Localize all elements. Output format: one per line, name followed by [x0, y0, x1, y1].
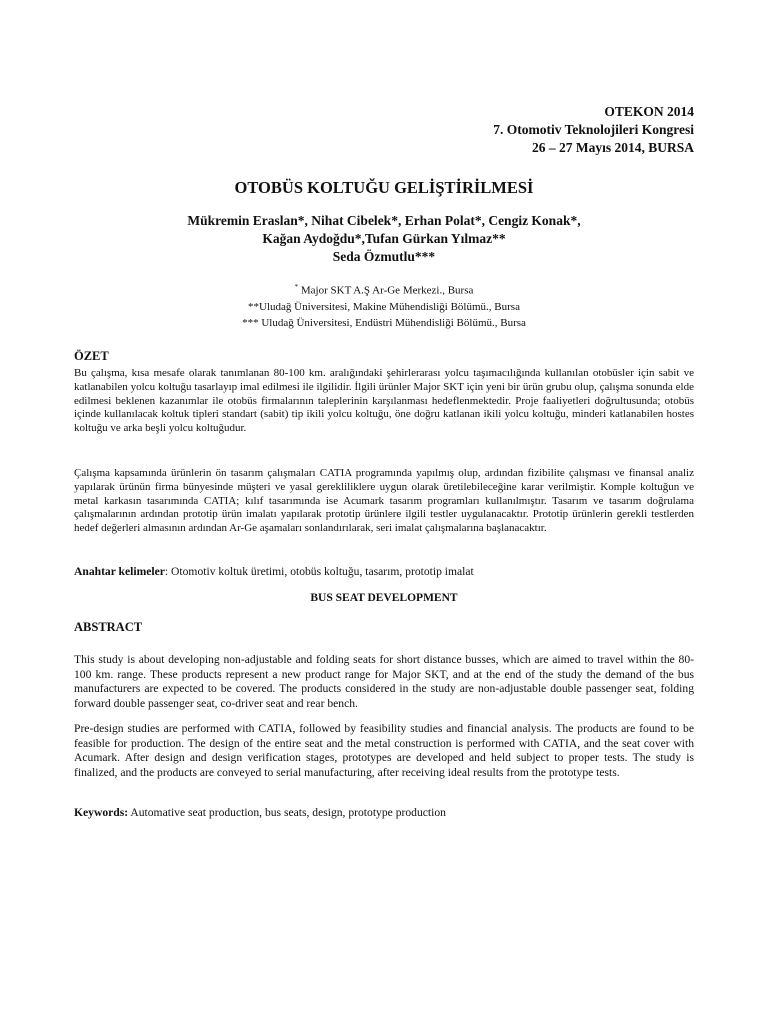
ozet-paragraph-2: Çalışma kapsamında ürünlerin ön tasarım çalışmaları CATIA programında yapılmış olup, ardından fizibilite çalışması ve finansal analiz yapılarak ürünün firma bünyesinde müşteri ve yasal gerekliliklere uygun olarak üretilebileceğine karar verilmiştir. Komple koltuğun ve metal karkasın tasarımında CATIA; kılıf tasarımında ise Acumark tasarım programları kullanılmıştır. Tasarım ve tasarım doğrulama çalışmalarının ardından prototip ürün imalatı yapılarak prototip ürünlere ilgili testler uygulanacaktır. Prototip ürünlerin gerekli testlerden hedef değerleri almasının ardından Ar-Ge aşamaları sonlandırılarak, seri imalat çalışmalarına başlanacaktır.	[74, 467, 694, 535]
conference-name: OTEKON 2014	[604, 104, 694, 119]
author-line: Kağan Aydoğdu*,Tufan Gürkan Yılmaz**	[262, 231, 506, 246]
congress-name: 7. Otomotiv Teknolojileri Kongresi	[493, 122, 694, 137]
keywords-label: Keywords:	[74, 806, 129, 819]
author-line: Seda Özmutlu***	[332, 249, 436, 264]
paper-title: OTOBÜS KOLTUĞU GELİŞTİRİLMESİ	[234, 178, 534, 197]
english-title: BUS SEAT DEVELOPMENT	[310, 592, 458, 604]
affiliation-2: **Uludağ Üniversitesi, Makine Mühendisliği Bölümü., Bursa	[248, 300, 520, 313]
conference-header	[294, 103, 694, 157]
author-line: Mükremin Eraslan*, Nihat Cibelek*, Erhan Polat*, Cengiz Konak*,	[187, 213, 581, 228]
affiliation-mark: *	[294, 283, 299, 291]
conference-date-place: 26 – 27 Mayıs 2014, BURSA	[531, 140, 694, 155]
abstract-paragraph-1: This study is about developing non-adjustable and folding seats for short distance busses, which are aimed to travel within the 80-100 km. range. These products represent a new product range for Major SKT, and at the end of the study the demand of the bus manufacturers are expected to be covered. The products considered in the study are non-adjustable double passenger seat, folding forward double passenger seat, co-driver seat and rear bench.	[74, 653, 694, 710]
abstract-keywords	[74, 806, 694, 819]
ozet-heading: ÖZET	[74, 349, 109, 363]
keywords-label: Anahtar kelimeler	[74, 565, 165, 578]
affiliation-3: *** Uludağ Üniversitesi, Endüstri Mühendisliği Bölümü., Bursa	[242, 316, 526, 329]
abstract-heading: ABSTRACT	[74, 620, 143, 634]
affiliations	[74, 279, 694, 331]
keywords-text: Automative seat production, bus seats, design, prototype production	[128, 806, 446, 819]
author-list	[74, 212, 694, 266]
affiliation-text: Major SKT A.Ş Ar-Ge Merkezi., Bursa	[298, 284, 474, 297]
abstract-paragraph-2: Pre-design studies are performed with CATIA, followed by feasibility studies and financial analysis. The products are found to be feasible for production. The design of the entire seat and the metal construction is performed with CATIA, and the seat cover with Acumark. After design and design verification stages, prototypes are developed and held subject to proper tests. The study is finalized, and the products are conveyed to serial manufacturing, after receiving ideal results from the prototype tests.	[74, 722, 694, 779]
ozet-paragraph-1: Bu çalışma, kısa mesafe olarak tanımlanan 80-100 km. aralığındaki şehirlerarası yolcu taşımacılığında kullanılan otobüsler için sabit ve katlanabilen yolcu koltuğu tasarlayıp imal edilmesi ile ilgilidir. İlgili ürünler Major SKT için yeni bir ürün grubu olup, çalışma sonunda elde edilmesi beklenen kazanımlar ile otobüs firmalarının taleplerinin karşılanması hedeflenmektedir. Proje faaliyetleri doğrultusunda; otobüs içinde kullanılacak koltuk tipleri standart (sabit) tip ikili yolcu koltuğu, öne doğru katlanan ikili yolcu koltuğu, minderi katlanabilen hostes koltuğu ve arka beşli yolcu koltuğudur.	[74, 367, 694, 435]
affiliation-1	[74, 279, 694, 299]
ozet-keywords	[74, 565, 694, 578]
keywords-text: : Otomotiv koltuk üretimi, otobüs koltuğu, tasarım, prototip imalat	[164, 565, 474, 578]
